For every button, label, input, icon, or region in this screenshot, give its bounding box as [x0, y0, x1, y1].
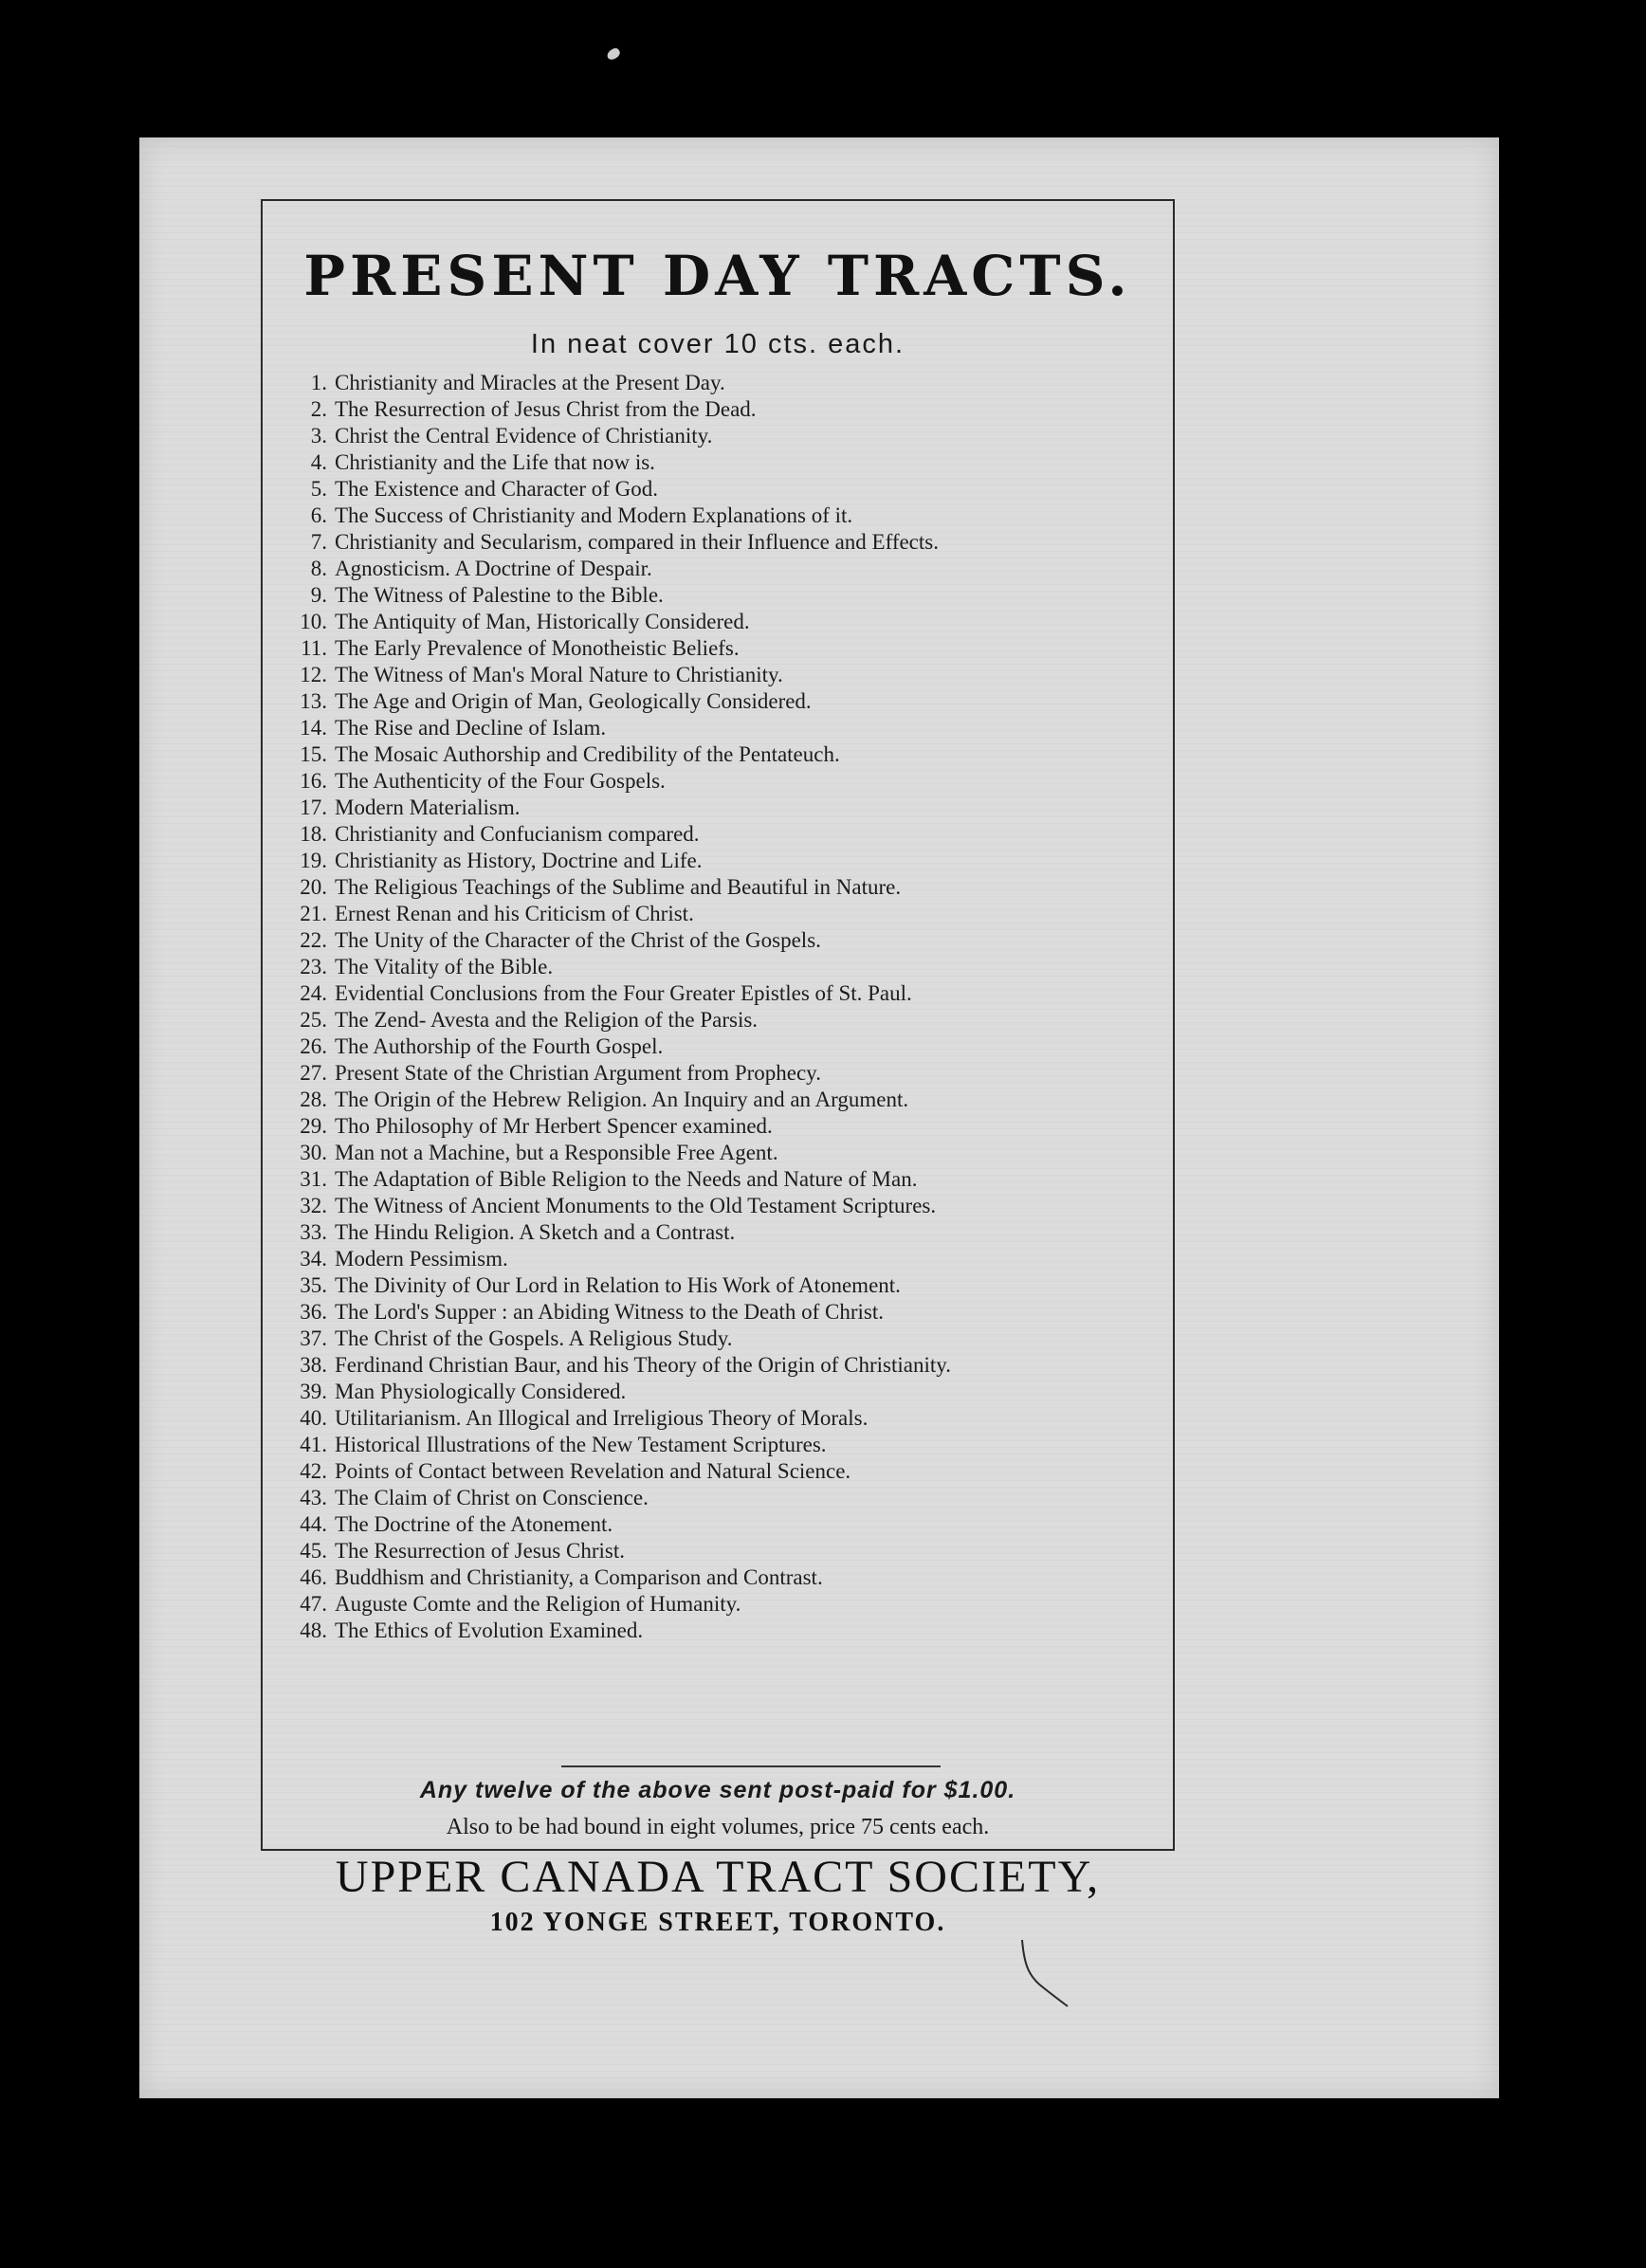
tract-title: Historical Illustrations of the New Testament Scriptures. [335, 1433, 827, 1456]
tract-number: 14. [300, 716, 327, 740]
tract-number: 34. [300, 1247, 327, 1271]
list-item [282, 1458, 1163, 1485]
tract-title: The Ethics of Evolution Examined. [335, 1619, 644, 1642]
list-item [282, 370, 1163, 396]
list-item [282, 901, 1163, 927]
list-item [282, 1140, 1163, 1166]
list-item [282, 980, 1163, 1007]
tract-number: 29. [300, 1114, 327, 1138]
list-item [282, 423, 1163, 449]
tract-title: Present State of the Christian Argument from Prophecy. [335, 1061, 821, 1085]
tract-number: 28. [300, 1088, 327, 1111]
tract-number: 33. [300, 1220, 327, 1244]
list-item [282, 1564, 1163, 1591]
list-item [282, 476, 1163, 503]
list-item [282, 1326, 1163, 1352]
list-item [282, 1591, 1163, 1618]
tract-title: The Zend- Avesta and the Religion of the Parsis. [335, 1008, 759, 1032]
postpaid-offer: Any twelve of the above sent post-paid for $1.00. [419, 1777, 1016, 1803]
tract-title: The Hindu Religion. A Sketch and a Contrast. [335, 1220, 736, 1244]
list-item [282, 874, 1163, 901]
tract-number: 5. [310, 477, 327, 501]
list-item [282, 768, 1163, 795]
tract-title: Points of Contact between Revelation and Natural Science. [335, 1459, 851, 1483]
tract-title: Christianity as History, Doctrine and Life. [335, 849, 703, 872]
tract-number: 9. [310, 583, 327, 607]
list-item [282, 582, 1163, 609]
tract-title: The Claim of Christ on Conscience. [335, 1486, 649, 1509]
tract-title: Modern Pessimism. [335, 1247, 508, 1271]
tract-number: 2. [310, 397, 327, 421]
tract-title: Man Physiologically Considered. [335, 1380, 627, 1403]
tract-number: 22. [300, 928, 327, 952]
list-item [282, 635, 1163, 662]
tract-number: 12. [300, 663, 327, 686]
tract-title: Christianity and Confucianism compared. [335, 822, 700, 846]
tract-title: Utilitarianism. An Illogical and Irreligious Theory of Morals. [335, 1406, 869, 1430]
tract-number: 11. [301, 636, 327, 660]
tract-number: 47. [300, 1592, 327, 1616]
tract-title: Christianity and the Life that now is. [335, 450, 655, 474]
list-item [282, 821, 1163, 848]
tract-number: 38. [300, 1353, 327, 1377]
tract-title: The Early Prevalence of Monotheistic Beliefs. [335, 636, 740, 660]
tract-title: The Doctrine of the Atonement. [335, 1512, 613, 1536]
tract-title: Modern Materialism. [335, 796, 521, 819]
tract-number: 30. [300, 1141, 327, 1164]
tract-number: 45. [300, 1539, 327, 1563]
list-item [282, 503, 1163, 529]
tract-number: 3. [310, 424, 327, 448]
tract-number: 23. [300, 955, 327, 979]
tract-title: The Witness of Man's Moral Nature to Christianity. [335, 663, 783, 686]
tract-title: The Authorship of the Fourth Gospel. [335, 1034, 664, 1058]
bound-volumes-note: Also to be had bound in eight volumes, price 75 cents each. [446, 1815, 990, 1839]
tract-title: The Age and Origin of Man, Geologically Considered. [335, 689, 812, 713]
list-item [282, 1405, 1163, 1432]
tract-title: The Success of Christianity and Modern Explanations of it. [335, 503, 853, 527]
tract-number: 41. [300, 1433, 327, 1456]
tract-title: The Religious Teachings of the Sublime and Beautiful in Nature. [335, 875, 902, 899]
list-item [282, 1299, 1163, 1326]
list-item [282, 529, 1163, 556]
tract-title: The Resurrection of Jesus Christ from the Dead. [335, 397, 757, 421]
tract-title: Christianity and Miracles at the Present Day. [335, 371, 725, 394]
tract-list [282, 370, 1163, 1644]
tract-number: 32. [300, 1194, 327, 1217]
tract-title: The Authenticity of the Four Gospels. [335, 769, 666, 793]
list-item [282, 1219, 1163, 1246]
publisher-address: 102 YONGE STREET, TORONTO. [489, 1908, 946, 1937]
tract-number: 25. [300, 1008, 327, 1032]
film-speck [605, 46, 621, 62]
advertisement-box [261, 199, 1175, 1937]
list-item [282, 848, 1163, 874]
tract-title: Ferdinand Christian Baur, and his Theory of the Origin of Christianity. [335, 1353, 952, 1377]
tract-number: 4. [310, 450, 327, 474]
tract-title: Christianity and Secularism, compared in their Influence and Effects. [335, 530, 939, 554]
tract-number: 36. [300, 1300, 327, 1324]
list-item [282, 1033, 1163, 1060]
tract-number: 16. [300, 769, 327, 793]
pen-stroke-mark [1015, 1934, 1071, 2010]
tract-title: Agnosticism. A Doctrine of Despair. [335, 557, 652, 580]
tract-number: 35. [300, 1273, 327, 1297]
tract-title: Tho Philosophy of Mr Herbert Spencer examined. [335, 1114, 773, 1138]
tract-title: Buddhism and Christianity, a Comparison and Contrast. [335, 1565, 823, 1589]
tract-title: The Lord's Supper : an Abiding Witness to the Death of Christ. [335, 1300, 884, 1324]
list-item [282, 396, 1163, 423]
tract-title: The Witness of Palestine to the Bible. [335, 583, 664, 607]
list-item [282, 1485, 1163, 1511]
tract-title: Auguste Comte and the Religion of Humanity. [335, 1592, 741, 1616]
tract-number: 31. [300, 1167, 327, 1191]
list-item [282, 556, 1163, 582]
tract-number: 44. [300, 1512, 327, 1536]
price-subheading: In neat cover 10 cts. each. [530, 329, 905, 359]
tract-title: The Witness of Ancient Monuments to the Old Testament Scriptures. [335, 1194, 937, 1217]
list-item [282, 449, 1163, 476]
tract-title: Christ the Central Evidence of Christianity. [335, 424, 713, 448]
tract-title: Evidential Conclusions from the Four Greater Epistles of St. Paul. [335, 981, 912, 1005]
list-item [282, 1087, 1163, 1113]
tract-number: 19. [300, 849, 327, 872]
list-item [282, 1352, 1163, 1379]
publisher-name: UPPER CANADA TRACT SOCIETY, [335, 1852, 1101, 1902]
tract-title: The Mosaic Authorship and Credibility of the Pentateuch. [335, 742, 840, 766]
tract-title: The Adaptation of Bible Religion to the Needs and Nature of Man. [335, 1167, 918, 1191]
list-item [282, 715, 1163, 741]
tract-title: The Antiquity of Man, Historically Considered. [335, 610, 750, 633]
list-item [282, 1193, 1163, 1219]
tract-title: The Divinity of Our Lord in Relation to His Work of Atonement. [335, 1273, 901, 1297]
list-item [282, 927, 1163, 954]
list-item [282, 1060, 1163, 1087]
tract-number: 13. [300, 689, 327, 713]
tract-title: Man not a Machine, but a Responsible Free Agent. [335, 1141, 778, 1164]
tract-title: The Rise and Decline of Islam. [335, 716, 607, 740]
tract-title: Ernest Renan and his Criticism of Christ. [335, 902, 694, 925]
tract-number: 40. [300, 1406, 327, 1430]
tract-title: The Vitality of the Bible. [335, 955, 554, 979]
list-item [282, 688, 1163, 715]
tract-number: 15. [300, 742, 327, 766]
list-item [282, 1007, 1163, 1033]
page-title: PRESENT DAY TRACTS. [303, 244, 1132, 308]
tract-number: 48. [300, 1619, 327, 1642]
tract-number: 6. [310, 503, 327, 527]
tract-title: The Resurrection of Jesus Christ. [335, 1539, 625, 1563]
list-item [282, 954, 1163, 980]
list-item [282, 609, 1163, 635]
list-item [282, 1618, 1163, 1644]
list-item [282, 1246, 1163, 1272]
list-item [282, 741, 1163, 768]
tract-number: 17. [300, 796, 327, 819]
list-item [282, 1379, 1163, 1405]
tract-title: The Origin of the Hebrew Religion. An Inquiry and an Argument. [335, 1088, 909, 1111]
list-item [282, 662, 1163, 688]
list-item [282, 1511, 1163, 1538]
tract-number: 8. [310, 557, 327, 580]
tract-title: The Unity of the Character of the Christ of the Gospels. [335, 928, 821, 952]
tract-number: 21. [300, 902, 327, 925]
tract-number: 10. [300, 610, 327, 633]
tract-number: 7. [310, 530, 327, 554]
tract-number: 37. [300, 1326, 327, 1350]
list-item [282, 1538, 1163, 1564]
tract-number: 20. [300, 875, 327, 899]
list-item [282, 1166, 1163, 1193]
tract-number: 42. [300, 1459, 327, 1483]
tract-number: 26. [300, 1034, 327, 1058]
tract-number: 27. [300, 1061, 327, 1085]
divider-rule [561, 1765, 941, 1767]
tract-title: The Christ of the Gospels. A Religious Study. [335, 1326, 733, 1350]
tract-title: The Existence and Character of God. [335, 477, 659, 501]
tract-number: 43. [300, 1486, 327, 1509]
list-item [282, 1432, 1163, 1458]
list-item [282, 1113, 1163, 1140]
tract-number: 24. [300, 981, 327, 1005]
tract-number: 46. [300, 1565, 327, 1589]
tract-number: 18. [300, 822, 327, 846]
list-item [282, 1272, 1163, 1299]
tract-number: 39. [300, 1380, 327, 1403]
tract-number: 1. [310, 371, 327, 394]
list-item [282, 795, 1163, 821]
